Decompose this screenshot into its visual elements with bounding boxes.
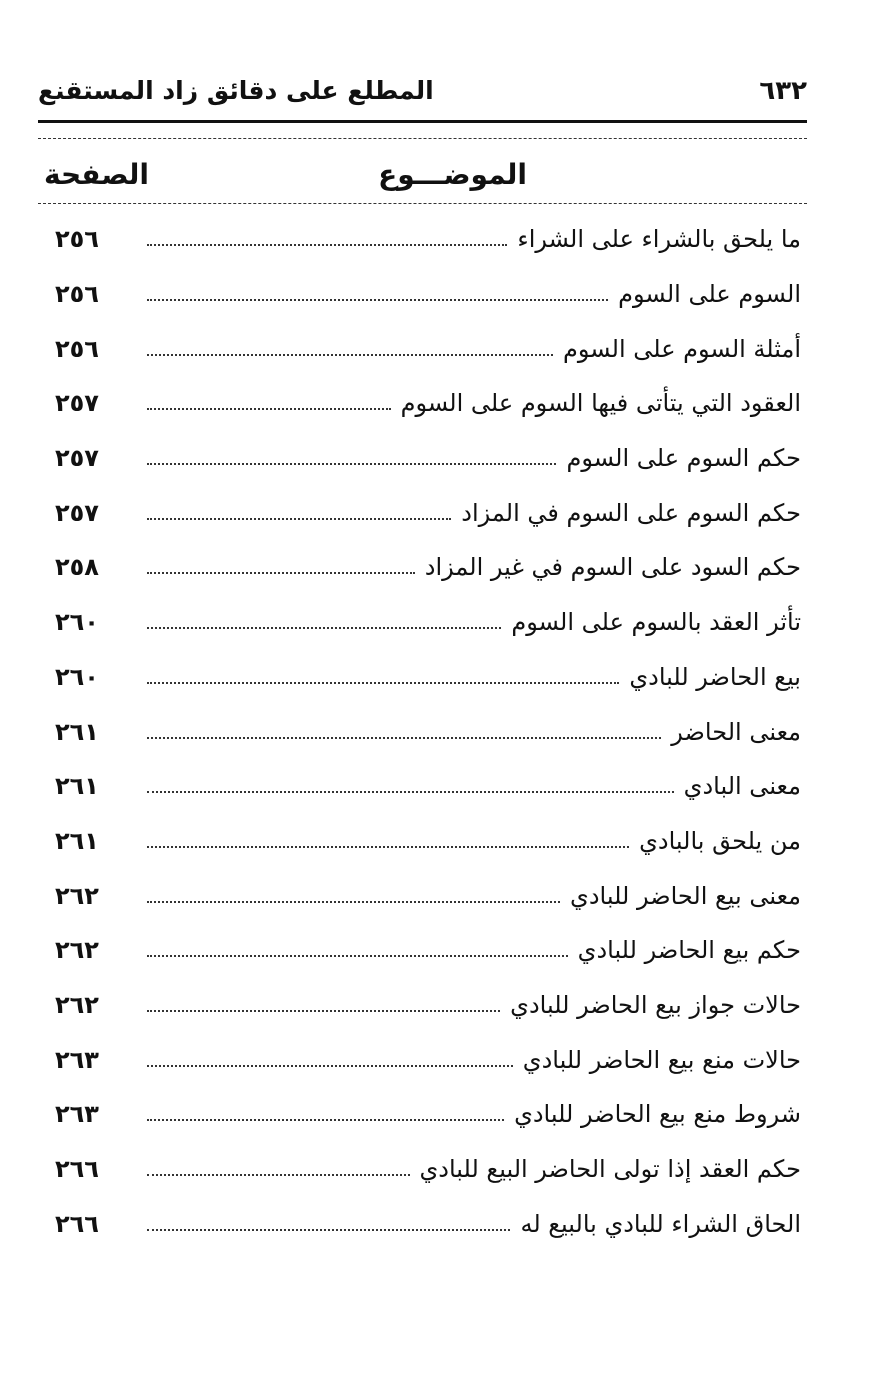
toc-entry [55, 1196, 801, 1251]
toc-entry-page: ٢٥٧ [55, 498, 99, 527]
dot-leader [147, 737, 661, 739]
toc-entry [55, 1142, 801, 1197]
toc-entry [55, 212, 801, 267]
toc-entry-page: ٢٦١ [55, 772, 99, 801]
toc-entry-title: معنى بيع الحاضر للبادي [570, 881, 801, 910]
page-column-heading: الصفحة [44, 158, 150, 191]
toc-entry-page: ٢٦٢ [55, 936, 99, 965]
toc-entry [55, 814, 801, 869]
dot-leader [147, 1010, 500, 1012]
dashed-divider-top [38, 138, 807, 139]
dot-leader [147, 299, 608, 301]
toc-entry-page: ٢٥٧ [55, 444, 99, 473]
dot-leader [147, 846, 629, 848]
toc-entry-title: معنى الحاضر [671, 717, 801, 746]
toc-entry [55, 376, 801, 431]
toc-entry-page: ٢٦٠ [55, 608, 99, 637]
dot-leader [147, 1119, 504, 1121]
toc-entry-page: ٢٦٣ [55, 1100, 99, 1129]
toc-entry-title: الحاق الشراء للبادي بالبيع له [520, 1209, 801, 1238]
toc-entry-page: ٢٦٠ [55, 662, 99, 691]
toc-entry [55, 595, 801, 650]
toc-entry-page: ٢٥٨ [55, 553, 99, 582]
toc-entry [55, 321, 801, 376]
toc-entry [55, 431, 801, 486]
toc-entry [55, 485, 801, 540]
toc-entry-title: أمثلة السوم على السوم [562, 334, 801, 363]
dot-leader [147, 463, 556, 465]
toc-entry-title: ما يلحق بالشراء على الشراء [517, 225, 801, 254]
toc-entry-page: ٢٦٢ [55, 990, 99, 1019]
topic-column-heading: الموضـــوع [378, 158, 527, 191]
running-header [38, 72, 807, 120]
toc-entry-title: حكم العقد إذا تولى الحاضر البيع للبادي [419, 1155, 801, 1184]
toc-entry-title: حكم السوم على السوم [566, 444, 801, 473]
toc-entry-title: تأثر العقد بالسوم على السوم [511, 608, 801, 637]
toc-entry-title: معنى البادي [683, 772, 801, 801]
toc-entry-title: حالات جواز بيع الحاضر للبادي [510, 990, 801, 1019]
dot-leader [147, 682, 619, 684]
toc-entry [55, 540, 801, 595]
book-title: المطلع على دقائق زاد المستقنع [38, 76, 434, 105]
toc-entry-page: ٢٦٦ [55, 1155, 99, 1184]
dashed-divider-bottom [38, 203, 807, 204]
header-rule [38, 120, 807, 123]
toc-entry [55, 868, 801, 923]
toc-entry-title: حالات منع بيع الحاضر للبادي [522, 1045, 801, 1074]
toc-entry-page: ٢٥٦ [55, 225, 99, 254]
toc-entry-page: ٢٦٣ [55, 1045, 99, 1074]
toc-entry-page: ٢٦٦ [55, 1209, 99, 1238]
dot-leader [147, 1229, 510, 1231]
toc-entry-page: ٢٥٦ [55, 280, 99, 309]
dot-leader [147, 244, 507, 246]
toc-entry [55, 1032, 801, 1087]
toc-entry [55, 704, 801, 759]
dot-leader [147, 1174, 410, 1176]
toc-entry-page: ٢٦١ [55, 826, 99, 855]
toc-entry-title: بيع الحاضر للبادي [629, 662, 801, 691]
dot-leader [147, 1065, 513, 1067]
dot-leader [147, 901, 560, 903]
page-number: ٦٣٢ [759, 76, 807, 106]
toc-entry-page: ٢٦٢ [55, 881, 99, 910]
toc-entry-title: حكم السود على السوم في غير المزاد [424, 553, 801, 582]
toc-entry-title: حكم السوم على السوم في المزاد [461, 498, 801, 527]
toc-entry [55, 759, 801, 814]
toc-entry [55, 978, 801, 1033]
toc-entry-title: العقود التي يتأتى فيها السوم على السوم [400, 389, 801, 418]
toc-entry-title: السوم على السوم [618, 280, 801, 309]
toc-entry-page: ٢٥٧ [55, 389, 99, 418]
toc-entry-title: من يلحق بالبادي [639, 826, 801, 855]
toc-entry [55, 1087, 801, 1142]
toc-entry [55, 650, 801, 705]
dot-leader [147, 627, 501, 629]
dot-leader [147, 791, 674, 793]
toc-entry-title: شروط منع بيع الحاضر للبادي [514, 1100, 801, 1129]
dot-leader [147, 955, 568, 957]
toc-entry [55, 923, 801, 978]
toc-entry-title: حكم بيع الحاضر للبادي [577, 936, 801, 965]
dot-leader [147, 408, 391, 410]
dot-leader [147, 354, 553, 356]
column-headings [38, 158, 807, 202]
dot-leader [147, 518, 451, 520]
toc-entry-page: ٢٥٦ [55, 334, 99, 363]
table-of-contents [55, 212, 801, 1251]
toc-entry [55, 267, 801, 322]
dot-leader [147, 572, 415, 574]
toc-entry-page: ٢٦١ [55, 717, 99, 746]
